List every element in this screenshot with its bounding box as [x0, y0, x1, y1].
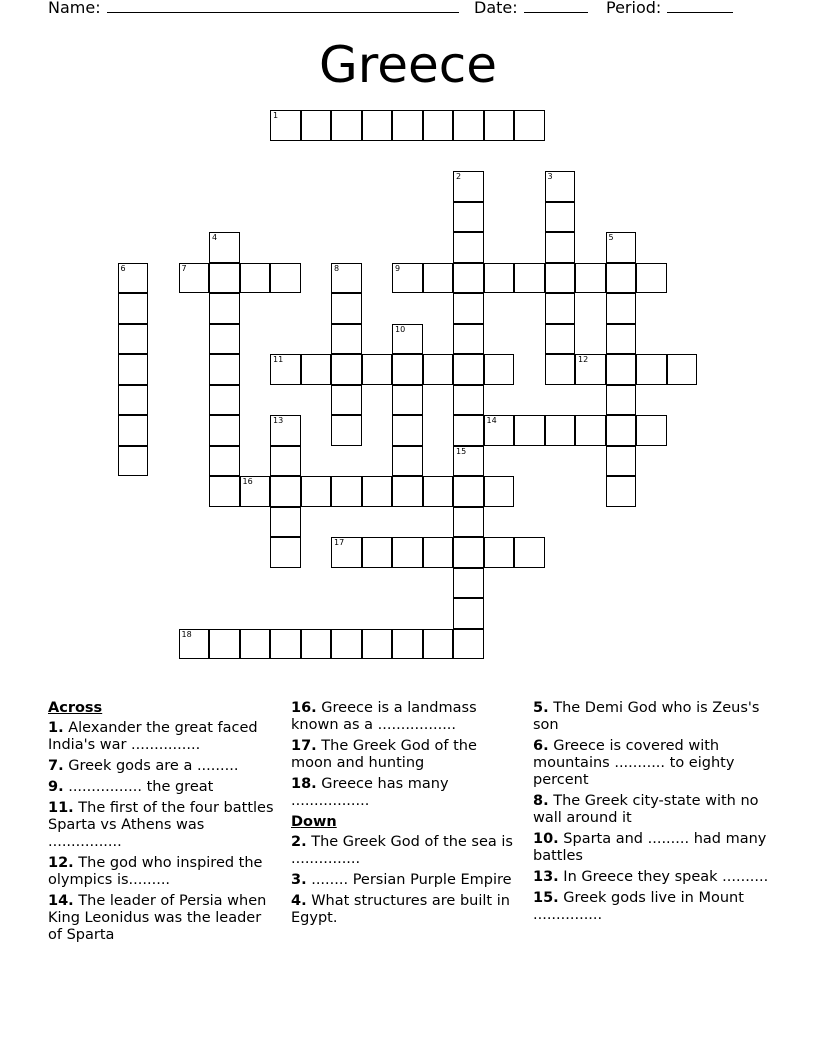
- clue-number: 16: [242, 477, 253, 486]
- date-label: Date:: [474, 0, 518, 17]
- clue-number: 10: [395, 324, 406, 334]
- grid-cell[interactable]: [240, 263, 271, 294]
- grid-cell[interactable]: [453, 415, 484, 446]
- across-clue: [48, 779, 278, 796]
- clue-number: 18: [181, 629, 192, 639]
- down-clue: [291, 834, 519, 868]
- clue-text: The Greek city-state with no wall around it: [533, 793, 759, 826]
- clue-number-label: 3.: [291, 872, 307, 888]
- across-heading: Across: [48, 700, 103, 716]
- grid-cell[interactable]: [179, 263, 210, 294]
- grid-cell[interactable]: [240, 476, 271, 507]
- grid-cell[interactable]: [331, 385, 362, 416]
- grid-cell[interactable]: [270, 537, 301, 568]
- grid-cell[interactable]: [514, 263, 545, 294]
- grid-cell[interactable]: [484, 476, 515, 507]
- page-title: Greece: [319, 36, 497, 94]
- grid-cell[interactable]: [118, 263, 149, 294]
- grid-cell[interactable]: [270, 354, 301, 385]
- grid-cell[interactable]: [423, 354, 454, 385]
- grid-cell[interactable]: [270, 629, 301, 660]
- grid-cell[interactable]: [453, 324, 484, 355]
- grid-cell[interactable]: [453, 629, 484, 660]
- down-clue: [533, 869, 773, 886]
- grid-cell[interactable]: [209, 293, 240, 324]
- grid-cell[interactable]: [606, 263, 637, 294]
- across-clue: [48, 720, 278, 754]
- grid-cell[interactable]: [209, 385, 240, 416]
- grid-cell[interactable]: [118, 293, 149, 324]
- grid-cell[interactable]: [209, 324, 240, 355]
- clue-number-label: 4.: [291, 893, 307, 909]
- grid-cell[interactable]: [331, 629, 362, 660]
- clue-text: Greece is covered with mountains ........... to eighty percent: [533, 738, 735, 788]
- grid-cell[interactable]: [392, 629, 423, 660]
- grid-cell[interactable]: [453, 598, 484, 629]
- grid-cell[interactable]: [606, 415, 637, 446]
- grid-cell[interactable]: [545, 415, 576, 446]
- clue-number: 7: [181, 263, 187, 273]
- grid-cell[interactable]: [392, 415, 423, 446]
- grid-cell[interactable]: [453, 507, 484, 538]
- clue-text: The Greek God of the sea is ...............: [291, 834, 513, 867]
- across-clue: [291, 776, 519, 810]
- down-clue: [533, 890, 773, 924]
- grid-cell[interactable]: [423, 537, 454, 568]
- clue-number-label: 17.: [291, 738, 317, 754]
- grid-cell[interactable]: [453, 568, 484, 599]
- clue-text: Greek gods are a .........: [63, 758, 239, 774]
- grid-cell[interactable]: [423, 629, 454, 660]
- clue-number-label: 7.: [48, 758, 64, 774]
- grid-cell[interactable]: [545, 293, 576, 324]
- grid-cell[interactable]: [667, 354, 698, 385]
- grid-cell[interactable]: [301, 476, 332, 507]
- grid-cell[interactable]: [392, 537, 423, 568]
- grid-cell[interactable]: [301, 110, 332, 141]
- grid-cell[interactable]: [331, 263, 362, 294]
- grid-cell[interactable]: [453, 202, 484, 233]
- clue-text: In Greece they speak ..........: [558, 869, 769, 885]
- grid-cell[interactable]: [362, 354, 393, 385]
- grid-cell[interactable]: [331, 537, 362, 568]
- clue-text: Greek gods live in Mount ...............: [533, 890, 744, 923]
- across-clue: [48, 758, 278, 775]
- clue-text: The Demi God who is Zeus's son: [533, 700, 760, 733]
- down-clue: [533, 793, 773, 827]
- grid-cell[interactable]: [606, 385, 637, 416]
- grid-cell[interactable]: [301, 629, 332, 660]
- grid-cell[interactable]: [270, 415, 301, 446]
- grid-cell[interactable]: [606, 446, 637, 477]
- grid-cell[interactable]: [545, 202, 576, 233]
- grid-cell[interactable]: [514, 537, 545, 568]
- clue-number-label: 11.: [48, 800, 74, 816]
- grid-cell[interactable]: [484, 263, 515, 294]
- clue-number-label: 6.: [533, 738, 549, 754]
- grid-cell[interactable]: [453, 476, 484, 507]
- grid-cell[interactable]: [484, 537, 515, 568]
- grid-cell[interactable]: [545, 324, 576, 355]
- grid-cell[interactable]: [209, 415, 240, 446]
- grid-cell[interactable]: [606, 324, 637, 355]
- grid-cell[interactable]: [209, 629, 240, 660]
- grid-cell[interactable]: [209, 354, 240, 385]
- clue-number-label: 16.: [291, 700, 317, 716]
- grid-cell[interactable]: [118, 354, 149, 385]
- clue-number-label: 13.: [533, 869, 559, 885]
- across-clue: [48, 800, 278, 851]
- grid-cell[interactable]: [636, 354, 667, 385]
- grid-cell[interactable]: [392, 446, 423, 477]
- grid-cell[interactable]: [118, 415, 149, 446]
- grid-cell[interactable]: [575, 354, 606, 385]
- clue-number-label: 9.: [48, 779, 64, 795]
- grid-cell[interactable]: [118, 385, 149, 416]
- clue-number-label: 14.: [48, 893, 74, 909]
- clue-text: The Greek God of the moon and hunting: [291, 738, 477, 771]
- grid-cell[interactable]: [179, 629, 210, 660]
- grid-cell[interactable]: [606, 293, 637, 324]
- grid-cell[interactable]: [514, 415, 545, 446]
- grid-cell[interactable]: [392, 324, 423, 355]
- grid-cell[interactable]: [545, 263, 576, 294]
- clue-number: 4: [212, 233, 218, 242]
- grid-cell[interactable]: [270, 446, 301, 477]
- clue-number: 6: [120, 263, 126, 273]
- grid-cell[interactable]: [453, 385, 484, 416]
- grid-cell[interactable]: [362, 629, 393, 660]
- grid-cell[interactable]: [484, 110, 515, 141]
- across-clue: [48, 855, 278, 889]
- grid-cell[interactable]: [209, 476, 240, 507]
- down-clue: [291, 872, 519, 889]
- grid-cell[interactable]: [331, 110, 362, 141]
- clue-number: 13: [273, 416, 284, 425]
- grid-cell[interactable]: [362, 537, 393, 568]
- grid-cell[interactable]: [270, 507, 301, 538]
- grid-cell[interactable]: [484, 415, 515, 446]
- clue-text: The leader of Persia when King Leonidus was the leader of Sparta: [48, 893, 267, 943]
- grid-cell[interactable]: [301, 354, 332, 385]
- clue-text: Greece is a landmass known as a .................: [291, 700, 477, 733]
- clue-number: 12: [578, 355, 589, 364]
- grid-cell[interactable]: [453, 537, 484, 568]
- grid-cell[interactable]: [423, 263, 454, 294]
- grid-cell[interactable]: [423, 476, 454, 507]
- clue-number-label: 12.: [48, 855, 74, 871]
- grid-cell[interactable]: [453, 171, 484, 202]
- grid-cell[interactable]: [331, 293, 362, 324]
- clues-column-2: [291, 700, 519, 931]
- grid-cell[interactable]: [423, 110, 454, 141]
- clue-text: The god who inspired the olympics is.........: [48, 855, 263, 888]
- clue-number: 8: [334, 263, 340, 273]
- clue-number-label: 15.: [533, 890, 559, 906]
- down-clue: [533, 700, 773, 734]
- grid-cell[interactable]: [453, 263, 484, 294]
- clue-number-label: 10.: [533, 831, 559, 847]
- grid-cell[interactable]: [453, 232, 484, 263]
- grid-cell[interactable]: [209, 446, 240, 477]
- grid-cell[interactable]: [484, 354, 515, 385]
- grid-cell[interactable]: [331, 476, 362, 507]
- grid-cell[interactable]: [514, 110, 545, 141]
- grid-cell[interactable]: [270, 263, 301, 294]
- clue-number: 17: [334, 538, 345, 547]
- grid-cell[interactable]: [453, 446, 484, 477]
- grid-cell[interactable]: [606, 232, 637, 263]
- grid-cell[interactable]: [606, 476, 637, 507]
- clues-column-3: [533, 700, 773, 928]
- clue-text: The first of the four battles Sparta vs Athens was ................: [48, 800, 274, 850]
- grid-cell[interactable]: [575, 263, 606, 294]
- grid-cell[interactable]: [331, 324, 362, 355]
- grid-cell[interactable]: [392, 476, 423, 507]
- clue-text: ................ the great: [63, 779, 214, 795]
- grid-cell[interactable]: [362, 110, 393, 141]
- grid-cell[interactable]: [240, 629, 271, 660]
- clue-text: ........ Persian Purple Empire: [306, 872, 512, 888]
- grid-cell[interactable]: [331, 415, 362, 446]
- grid-cell[interactable]: [118, 324, 149, 355]
- clue-number: 5: [608, 233, 614, 242]
- grid-cell[interactable]: [606, 354, 637, 385]
- grid-cell[interactable]: [331, 354, 362, 385]
- grid-cell[interactable]: [453, 354, 484, 385]
- clue-number-label: 5.: [533, 700, 549, 716]
- grid-cell[interactable]: [362, 476, 393, 507]
- grid-cell[interactable]: [270, 476, 301, 507]
- grid-cell[interactable]: [636, 263, 667, 294]
- down-clue: [291, 893, 519, 927]
- grid-cell[interactable]: [545, 354, 576, 385]
- clue-number: 3: [547, 172, 553, 181]
- across-clue: [48, 893, 278, 944]
- grid-cell[interactable]: [453, 293, 484, 324]
- name-label: Name:: [48, 0, 101, 17]
- grid-cell[interactable]: [575, 415, 606, 446]
- clue-text: Alexander the great faced India's war ...............: [48, 720, 258, 753]
- down-clue: [533, 831, 773, 865]
- clues-column-1: [48, 700, 278, 948]
- clue-number: 1: [273, 111, 279, 120]
- grid-cell[interactable]: [392, 110, 423, 141]
- period-label: Period:: [606, 0, 662, 17]
- grid-cell[interactable]: [392, 263, 423, 294]
- grid-cell[interactable]: [392, 354, 423, 385]
- clue-number: 9: [395, 263, 401, 273]
- clue-text: What structures are built in Egypt.: [291, 893, 510, 926]
- grid-cell[interactable]: [636, 415, 667, 446]
- grid-cell[interactable]: [453, 110, 484, 141]
- clue-text: Sparta and ......... had many battles: [533, 831, 767, 864]
- grid-cell[interactable]: [270, 110, 301, 141]
- down-heading: Down: [291, 814, 337, 830]
- grid-cell[interactable]: [209, 232, 240, 263]
- down-clue: [533, 738, 773, 789]
- clue-number-label: 1.: [48, 720, 64, 736]
- grid-cell[interactable]: [545, 232, 576, 263]
- grid-cell[interactable]: [392, 385, 423, 416]
- grid-cell[interactable]: [545, 171, 576, 202]
- grid-cell[interactable]: [118, 446, 149, 477]
- clue-number-label: 2.: [291, 834, 307, 850]
- across-clue: [291, 700, 519, 734]
- grid-cell[interactable]: [209, 263, 240, 294]
- across-clue: [291, 738, 519, 772]
- clue-number-label: 18.: [291, 776, 317, 792]
- clue-number: 11: [273, 355, 284, 364]
- clue-number: 14: [486, 416, 497, 425]
- clue-text: Greece has many .................: [291, 776, 449, 809]
- clue-number-label: 8.: [533, 793, 549, 809]
- clue-number: 15: [456, 446, 467, 456]
- clue-number: 2: [456, 172, 462, 181]
